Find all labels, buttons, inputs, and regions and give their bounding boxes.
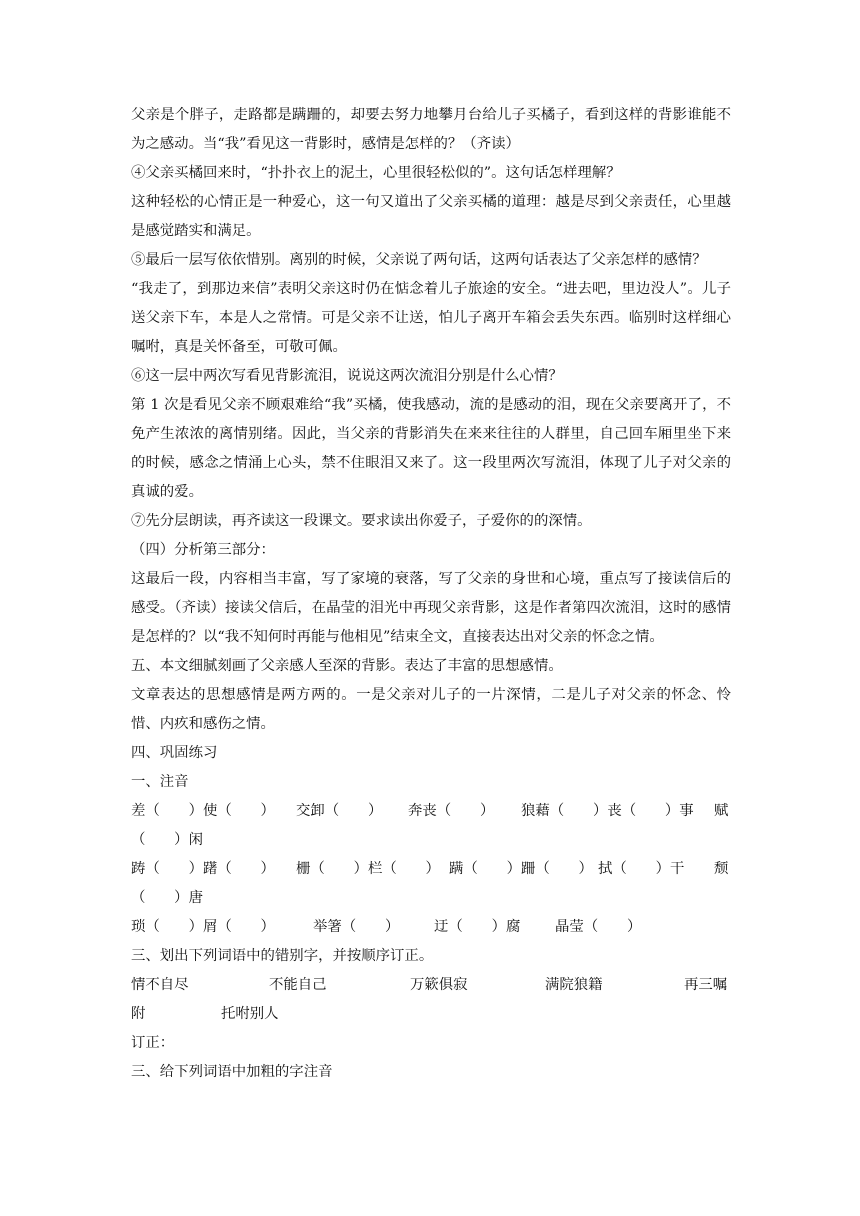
pinyin-item: 赋 (714, 803, 729, 819)
exercise-3-heading: 三、划出下列词语中的错别字，并按顺序订正。 (131, 948, 434, 964)
pinyin-item: 晶莹（ ） (555, 919, 642, 935)
pinyin-item: 举箸（ ） (313, 919, 400, 935)
pinyin-item: （ ）唐 (131, 890, 203, 906)
pinyin-row (131, 913, 731, 942)
instruction-7: ⑦先分层朗读，再齐读这一段课文。要求读出你爱子，子爱你的的深情。 (131, 513, 592, 529)
section-heading-part-3: （四）分析第三部分： (131, 542, 275, 558)
question-4: ④父亲买橘回来时，“扑扑衣上的泥土，心里很轻松似的”。这句话怎样理解？ (131, 165, 621, 181)
pinyin-item: 迂（ ）腐 (434, 919, 521, 935)
error-word: 情不自尽 (131, 977, 189, 993)
pinyin-item: 奔丧（ ） (408, 803, 495, 819)
error-words-row (131, 971, 731, 1000)
pinyin-row (131, 884, 731, 913)
answer-6: 第 1 次是看见父亲不顾艰难给“我”买橘，使我感动，流的是感动的泪，现在父亲要离开了，不免产生浓浓的离情别绪。因此，当父亲的背影消失在来来往往的人群里，自己回车厢里坐下来的时候，感念之情涌上心头，禁不住眼泪又来了。这一段里两次写流泪，体现了儿子对父亲的真诚的爱。 (131, 397, 731, 500)
answer-5: “我走了，到那边来信”表明父亲这时仍在惦念着儿子旅途的安全。“进去吧，里边没人”。儿子送父亲下车，本是人之常情。可是父亲不让送，怕儿子离开车箱会丢失东西。临别时这样细心嘱咐，真是关怀备至，可敬可佩。 (131, 281, 731, 355)
correction-label: 订正： (131, 1035, 175, 1051)
pinyin-item: 交卸（ ） (296, 803, 383, 819)
error-word: 万簌俱寂 (410, 977, 468, 993)
paragraph-father-back: 父亲是个胖子，走路都是蹒跚的，却要去努力地攀月台给儿子买橘子，看到这样的背影谁能不为之感动。当“我”看见这一背影时，感情是怎样的？（齐读） (131, 107, 731, 152)
error-word: 满院狼籍 (545, 977, 603, 993)
pinyin-item: 踌（ ）躇（ ） (131, 861, 275, 877)
error-words-row (131, 1000, 731, 1029)
error-word: 附 (131, 1006, 146, 1022)
exercise-1-heading: 一、注音 (131, 774, 189, 790)
pinyin-row (131, 855, 731, 884)
error-word: 托咐别人 (221, 1006, 279, 1022)
pinyin-item: 狼藉（ ）丧（ ）事 (521, 803, 694, 819)
pinyin-item: 蹒（ ）跚（ ） (449, 861, 593, 877)
section-heading-exercises: 四、巩固练习 (131, 745, 218, 761)
final-exercise-heading: 三、给下列词语中加粗的字注音 (131, 1064, 333, 1080)
pinyin-item: 颓 (714, 861, 729, 877)
answer-4: 这种轻松的心情正是一种爱心，这一句又道出了父亲买橘的道理：越是尽到父亲责任，心里越是感觉踏实和满足。 (131, 194, 731, 239)
analysis-part-3: 这最后一段，内容相当丰富，写了家境的衰落，写了父亲的身世和心境，重点写了接读信后的感受。（齐读）接读父信后，在晶莹的泪光中再现父亲背影，这是作者第四次流泪，这时的感情是怎样的？以“我不知何时再能与他相见”结束全文，直接表达出对父亲的怀念之情。 (131, 571, 731, 645)
document-body (131, 101, 731, 1087)
question-5: ⑤最后一层写依依惜别。离别的时候，父亲说了两句话，这两句话表达了父亲怎样的感情？ (131, 252, 707, 268)
question-6: ⑥这一层中两次写看见背影流泪，说说这两次流泪分别是什么心情？ (131, 368, 563, 384)
summary-heading-5: 五、本文细腻刻画了父亲感人至深的背影。表达了丰富的思想感情。 (131, 658, 563, 674)
summary-text: 文章表达的思想感情是两方两的。一是父亲对儿子的一片深情，二是儿子对父亲的怀念、怜惜、内疚和感伤之情。 (131, 687, 731, 732)
pinyin-item: 拭（ ）干 (598, 861, 685, 877)
pinyin-row (131, 797, 731, 826)
pinyin-item: 琐（ ）屑（ ） (131, 919, 275, 935)
error-word: 再三嘱 (684, 977, 728, 993)
pinyin-item: 差（ ）使（ ） (131, 803, 275, 819)
error-word: 不能自己 (269, 977, 327, 993)
pinyin-row (131, 826, 731, 855)
pinyin-item: （ ）闲 (131, 832, 203, 848)
pinyin-item: 栅（ ）栏（ ） (296, 861, 440, 877)
